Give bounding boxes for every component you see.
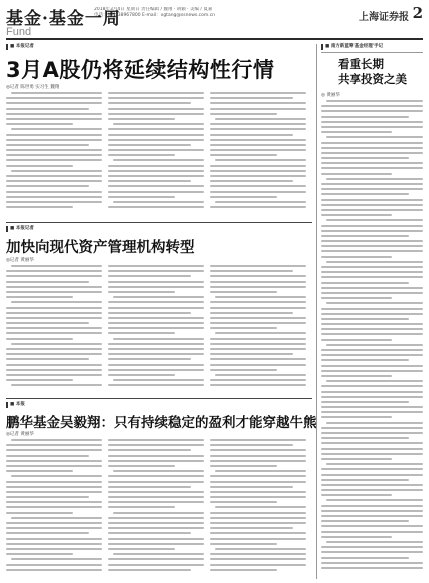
- middle-story-col-3: [210, 265, 306, 393]
- middle-story-headline: 加快向现代资产管理机构转型: [6, 240, 195, 256]
- right-column-headline-line2: 共享投资之美: [338, 72, 407, 86]
- divider-bottom: [6, 398, 312, 399]
- top-story-headline: 3月A股仍将延续结构性行情: [6, 58, 275, 82]
- middle-story-col-2: [108, 265, 204, 393]
- newspaper-brand: 上海证券报: [359, 12, 409, 23]
- page-number: 2: [412, 4, 423, 22]
- section-subtitle: Fund: [6, 26, 32, 38]
- bottom-story-col-3: [210, 439, 306, 579]
- right-column-byline: ◎ 黄丽华: [321, 93, 340, 98]
- bottom-story-col-2: [108, 439, 204, 579]
- right-column-text: [321, 100, 423, 579]
- middle-story-tag: ■ 本报记者: [6, 226, 34, 232]
- bottom-story-col-1: [6, 439, 102, 579]
- top-story-col-3: [210, 92, 306, 218]
- divider-top: [6, 222, 312, 223]
- section-title: 基金·基金一周: [6, 9, 121, 29]
- right-column-headline-line1: 看重长期: [338, 57, 384, 71]
- bottom-story-byline: ◎记者 黄丽华: [6, 432, 34, 437]
- bottom-story-headline: 鹏华基金吴毅翔：只有持续稳定的盈利才能穿越牛熊: [6, 415, 317, 431]
- top-story-byline: ◎记者 陈世勇 实习生 魏翔: [6, 85, 60, 90]
- middle-story-col-1: [6, 265, 102, 393]
- edition-info: [94, 7, 344, 19]
- masthead: [6, 4, 423, 40]
- edition-info-line1: 2018年3月4日 星期日 责任编辑 / 魏翔 · 胡颖 · 美编 / 夏嘉: [94, 7, 213, 12]
- bottom-story-tag: ■ 本报: [6, 402, 25, 408]
- top-story-col-1: [6, 92, 102, 218]
- right-column-tag: ■ 南方新蓝筹'基金经理'手记: [321, 44, 383, 50]
- right-column-rule: [321, 52, 423, 53]
- top-story-col-2: [108, 92, 204, 218]
- top-story-tag: ■ 本报记者: [6, 44, 34, 50]
- masthead-rule: [6, 38, 423, 40]
- edition-info-line2: 电话：021-38967800 E-mail：xgtang@ssnews.com.cn: [94, 13, 216, 18]
- column-divider: [316, 44, 317, 579]
- middle-story-byline: ◎记者 黄丽华: [6, 258, 34, 263]
